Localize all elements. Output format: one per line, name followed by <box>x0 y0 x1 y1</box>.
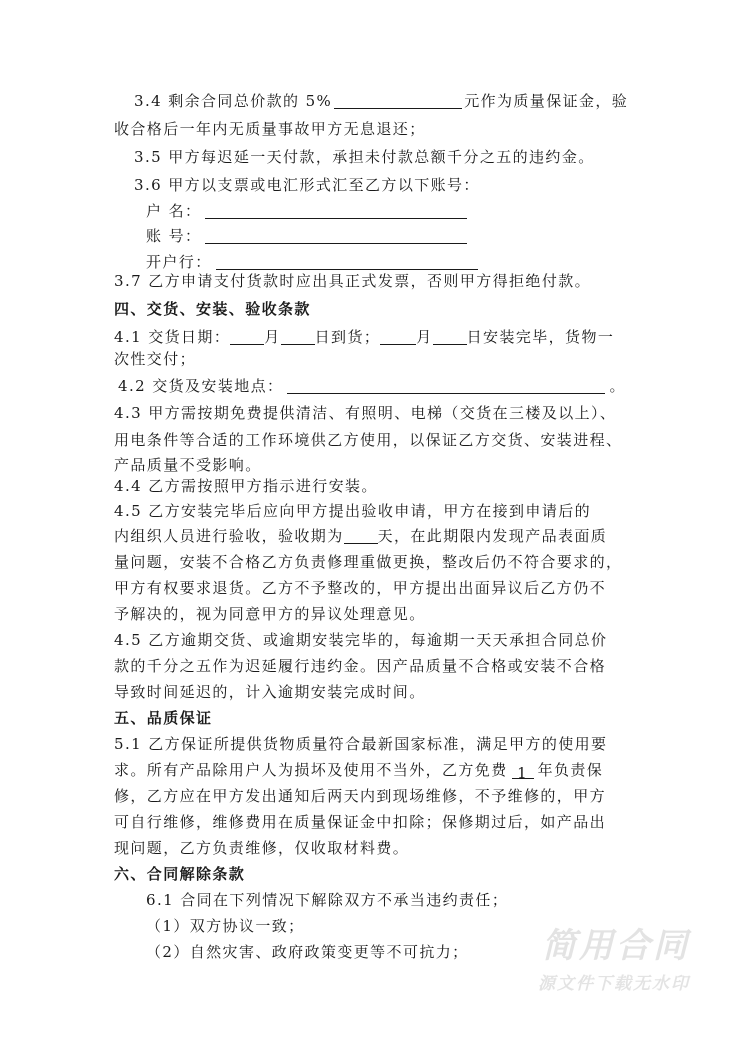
blank-field <box>344 527 378 544</box>
clause-3-5: 3.5 甲方每迟延一天付款，承担未付款总额千分之五的违约金。 <box>134 148 595 166</box>
account-number-row <box>146 225 467 247</box>
clause-4-5b-line-1: 4.5 乙方逾期交货、或逾期安装完毕的，每逾期一天天承担合同总价 <box>114 631 608 649</box>
blank-field <box>230 328 264 345</box>
bank-label: 开户行： <box>146 253 212 271</box>
clause-text: 年负责保 <box>537 761 604 779</box>
clause-4-5b-line-3: 导致时间延迟的，计入逾期安装完成时间。 <box>114 683 426 701</box>
section-heading-6: 六、合同解除条款 <box>114 865 246 883</box>
clause-5-1-line-1: 5.1 乙方保证所提供货物质量符合最新国家标准，满足甲方的使用要 <box>114 735 608 753</box>
clause-4-5-line-4: 甲方有权要求退货。乙方不予整改的，甲方提出出面异议后乙方仍不 <box>114 579 607 597</box>
clause-3-4-line-1 <box>134 90 628 112</box>
clause-4-5-line-3: 量问题，安装不合格乙方负责修理重做更换，整改后仍不符合要求的， <box>114 553 623 571</box>
clause-text: 4.1 交货日期： <box>114 328 231 346</box>
section-heading-4: 四、交货、安装、验收条款 <box>114 300 311 318</box>
clause-6-1-item-2: （2）自然灾害、政府政策变更等不可抗力； <box>146 943 469 961</box>
clause-4-5b-line-2: 款的千分之五作为迟延履行违约金。因产品质量不合格或安装不合格 <box>114 657 607 675</box>
clause-text: 元作为质量保证金，验 <box>464 92 629 110</box>
clause-text: 日安装完毕，货物一 <box>466 328 615 346</box>
account-name-blank <box>205 202 467 219</box>
clause-text: 。 <box>609 377 626 395</box>
clause-6-1: 6.1 合同在下列情况下解除双方不承当违约责任； <box>146 891 509 909</box>
account-number-label: 账 号： <box>146 227 202 245</box>
clause-text: 3.4 剩余合同总价款的 5% <box>134 92 333 110</box>
warranty-years: 1 <box>512 762 534 779</box>
clause-4-1-line-2: 次性交付； <box>114 350 197 368</box>
clause-text: 月 <box>264 328 281 346</box>
account-name-row <box>146 200 467 222</box>
clause-text: 天，在此期限内发现产品表面质 <box>377 527 608 545</box>
blank-field <box>380 328 416 345</box>
clause-4-5-line-5: 予解决的，视为同意甲方的异议处理意见。 <box>114 605 426 623</box>
clause-5-1-line-2 <box>114 759 603 781</box>
watermark-brand: 简用合同 <box>542 926 690 966</box>
clause-4-5-line-1: 4.5 乙方安装完毕后应向甲方提出验收申请，甲方在接到申请后的 <box>114 502 592 520</box>
clause-text: 日到货； <box>314 328 381 346</box>
clause-4-5-line-2 <box>114 525 607 547</box>
section-heading-5: 五、品质保证 <box>114 709 213 727</box>
clause-text: 内组织人员进行验收，验收期为 <box>114 527 344 545</box>
blank-field <box>334 92 462 109</box>
clause-5-1-line-5: 现问题，乙方负责维修，仅收取材料费。 <box>114 839 410 857</box>
clause-4-4: 4.4 乙方需按照甲方指示进行安装。 <box>114 477 378 495</box>
clause-4-2 <box>118 375 626 397</box>
clause-4-1-line-1 <box>114 326 614 348</box>
clause-text: 求。所有产品除用户人为损坏及使用不当外，乙方免费 <box>114 761 508 779</box>
clause-4-3-line-1: 4.3 甲方需按期免费提供清洁、有照明、电梯（交货在三楼及以上）、 <box>114 404 617 422</box>
clause-6-1-item-1: （1）双方协议一致； <box>146 917 305 935</box>
bank-blank <box>216 253 478 270</box>
blank-field <box>433 328 467 345</box>
account-number-blank <box>205 227 467 244</box>
clause-text: 月 <box>416 328 433 346</box>
clause-4-3-line-3: 产品质量不受影响。 <box>114 456 262 474</box>
clause-text: 4.2 交货及安装地点： <box>118 377 284 395</box>
watermark-slogan: 源文件下载无水印 <box>538 974 690 994</box>
clause-5-1-line-3: 修，乙方应在甲方发出通知后两天内到现场维修，不予维修的，甲方 <box>114 787 607 805</box>
clause-5-1-line-4: 可自行维修，维修费用在质量保证金中扣除；保修期过后，如产品出 <box>114 813 607 831</box>
clause-3-6: 3.6 甲方以支票或电汇形式汇至乙方以下账号： <box>134 176 480 194</box>
clause-4-3-line-2: 用电条件等合适的工作环境供乙方使用，以保证乙方交货、安装进程、 <box>114 431 623 449</box>
clause-3-7: 3.7 乙方申请支付货款时应出具正式发票，否则甲方得拒绝付款。 <box>114 272 592 290</box>
clause-3-4-line-2: 收合格后一年内无质量事故甲方无息退还； <box>114 120 426 138</box>
blank-field <box>281 328 315 345</box>
address-blank <box>287 377 605 394</box>
account-name-label: 户 名： <box>146 202 202 220</box>
